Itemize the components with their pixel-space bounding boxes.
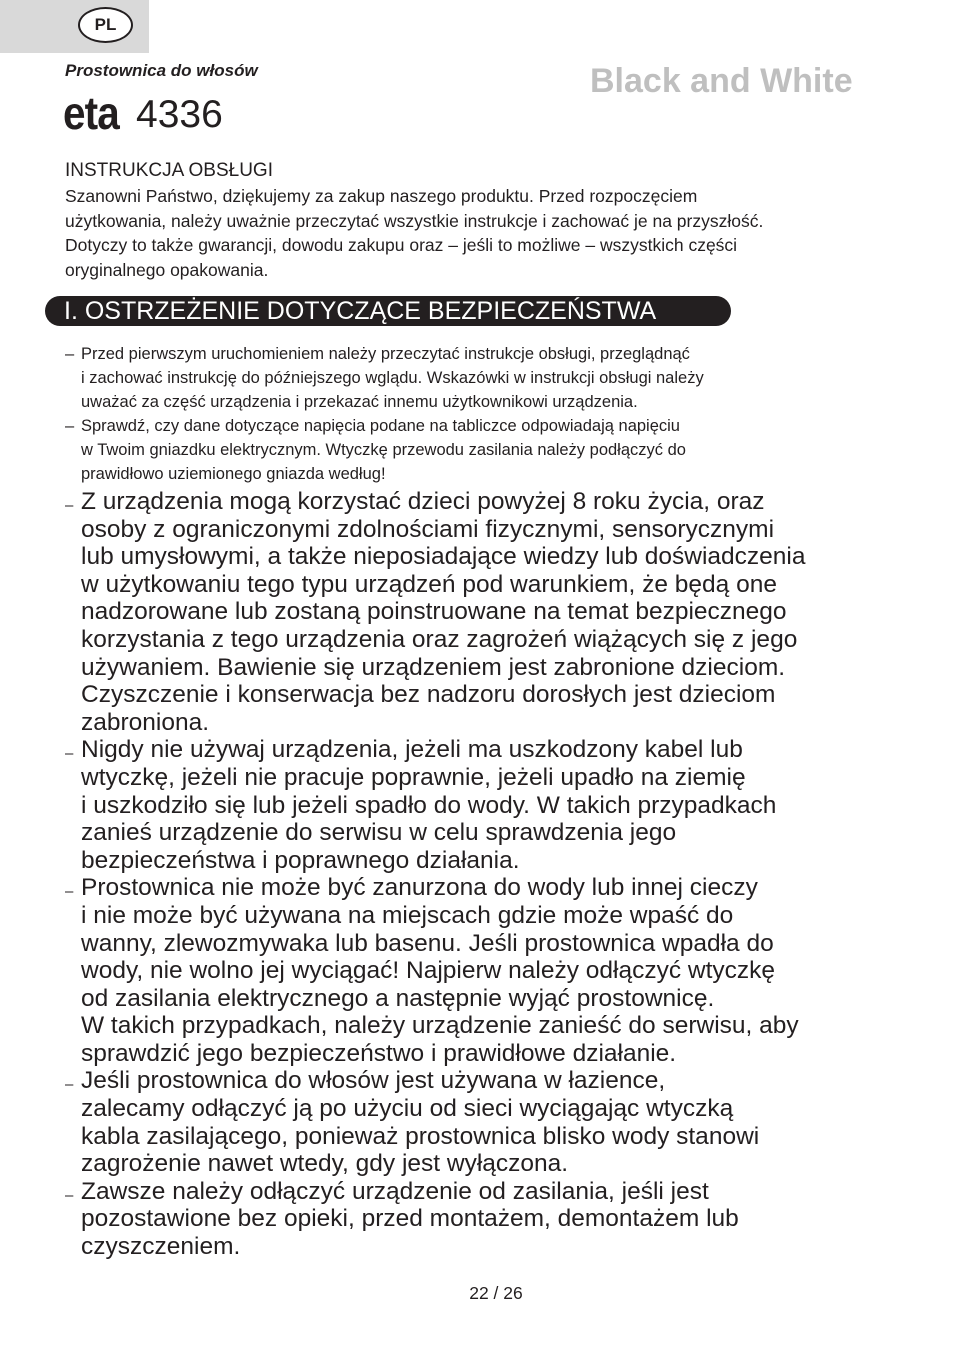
warning-line: nadzorowane lub zostaną poinstruowane na temat bezpiecznego — [81, 598, 787, 626]
warning-line: i uszkodziło się lub jeżeli spadło do wody. W takich przypadkach — [81, 791, 777, 819]
list-dash: – — [65, 497, 74, 514]
list-dash: – — [65, 417, 75, 435]
warning-line: i nie może być używana na miejscach gdzie może wpaść do — [81, 901, 734, 929]
warning-item — [65, 414, 925, 486]
warnings-list-large — [65, 488, 945, 1261]
product-subtitle: Prostownica do włosów — [65, 61, 258, 80]
warning-line: wtyczkę, jeżeli nie pracuje poprawnie, jeżeli upadło na ziemię — [81, 763, 746, 791]
intro-line: Dotyczy to także gwarancji, dowodu zakupu oraz – jeśli to możliwe – wszystkich części — [65, 235, 738, 255]
list-dash: – — [65, 1076, 74, 1094]
warning-line: wody, nie wolno jej wyciągać! Najpierw należy odłączyć wtyczkę — [81, 957, 776, 985]
warning-line: w użytkowaniu tego typu urządzeń pod warunkiem, że będą one — [81, 570, 777, 598]
warning-line: bezpieczeństwa i poprawnego działania. — [81, 846, 520, 874]
warning-item — [65, 1178, 945, 1261]
warnings-list-small — [65, 342, 925, 486]
warning-line: Przed pierwszym uruchomieniem należy przeczytać instrukcje obsługi, przeglądnąć — [81, 345, 690, 363]
warning-line: Nigdy nie używaj urządzenia, jeżeli ma uszkodzony kabel lub — [81, 736, 743, 764]
warning-line: zabroniona. — [81, 708, 210, 736]
warning-line: Jeśli prostownica do włosów jest używana w łazience, — [81, 1067, 666, 1095]
warning-item — [65, 874, 945, 1067]
warning-line: zanieś urządzenie do serwisu w celu sprawdzenia jego — [81, 819, 677, 847]
page-number: 22 / 26 — [469, 1283, 523, 1303]
manual-heading: INSTRUKCJA OBSŁUGI — [65, 160, 273, 181]
warning-line: kabla zasilającego, ponieważ prostownica blisko wody stanowi — [81, 1122, 760, 1150]
warning-line: Z urządzenia mogą korzystać dzieci powyżej 8 roku życia, oraz — [81, 488, 765, 515]
warning-line: uważać za część urządzenia i przekazać innemu użytkownikowi urządzenia. — [81, 393, 638, 411]
intro-line: użytkowania, należy uważnie przeczytać wszystkie instrukcje i zachować je na przyszłość. — [65, 210, 764, 231]
warning-line: Zawsze należy odłączyć urządzenie od zasilania, jeśli jest — [81, 1177, 709, 1205]
warning-item — [65, 488, 945, 736]
brand-logo: eta — [63, 87, 119, 139]
warning-line: lub umysłowymi, a także nieposiadające wiedzy lub doświadczenia — [81, 543, 806, 571]
warning-line: pozostawione bez opieki, przed montażem, demontażem lub — [81, 1205, 739, 1233]
series-name: Black and White — [590, 62, 853, 100]
list-dash: – — [65, 883, 74, 901]
section-title: I. OSTRZEŻENIE DOTYCZĄCE BEZPIECZEŃSTWA — [45, 296, 731, 326]
model-number: 4336 — [136, 93, 223, 136]
warning-line: zalecamy odłączyć ją po użyciu od sieci wyciągając wtyczką — [81, 1095, 734, 1123]
warning-line: korzystania z tego urządzenia oraz zagrożeń wiążących się z jego — [81, 625, 798, 653]
warning-item — [65, 1067, 945, 1177]
warning-line: zagrożenie nawet wtedy, gdy jest wyłączona. — [81, 1150, 569, 1178]
warning-line: sprawdzić jego bezpieczeństwo i prawidłowe działanie. — [81, 1039, 677, 1067]
warning-line: używaniem. Bawienie się urządzeniem jest zabronione dzieciom. — [81, 653, 786, 681]
warning-line: od zasilania elektrycznego a następnie wyjąć prostownicę. — [81, 984, 715, 1012]
warning-line: Sprawdź, czy dane dotyczące napięcia podane na tabliczce odpowiadają napięciu — [81, 417, 680, 435]
warning-line: czyszczeniem. — [81, 1233, 241, 1261]
list-dash: – — [65, 745, 74, 763]
warning-line: w Twoim gniazdku elektrycznym. Wtyczkę przewodu zasilania należy podłączyć do — [81, 441, 686, 459]
intro-line: oryginalnego opakowania. — [65, 259, 269, 280]
list-dash: – — [65, 345, 75, 363]
warning-line: i zachować instrukcję do późniejszego wglądu. Wskazówki w instrukcji obsługi należy — [81, 369, 704, 387]
language-badge: PL — [78, 7, 133, 43]
list-dash: – — [65, 1186, 74, 1204]
warning-line: Czyszczenie i konserwacja bez nadzoru dorosłych jest dzieciom — [81, 681, 776, 709]
warning-line: osoby z ograniczonymi zdolnościami fizycznymi, sensorycznymi — [81, 515, 775, 543]
intro-paragraph — [65, 184, 925, 282]
language-tab — [0, 0, 149, 53]
warning-line: Prostownica nie może być zanurzona do wody lub innej cieczy — [81, 874, 758, 902]
warning-line: prawidłowo uziemionego gniazda według! — [81, 465, 386, 483]
warning-line: W takich przypadkach, należy urządzenie zanieść do serwisu, aby — [81, 1012, 799, 1040]
warning-item — [65, 342, 925, 414]
intro-line: Szanowni Państwo, dziękujemy za zakup naszego produktu. Przed rozpoczęciem — [65, 186, 698, 206]
warning-line: wanny, zlewozmywaka lub basenu. Jeśli prostownica wpadła do — [81, 929, 774, 957]
warning-item — [65, 736, 945, 874]
